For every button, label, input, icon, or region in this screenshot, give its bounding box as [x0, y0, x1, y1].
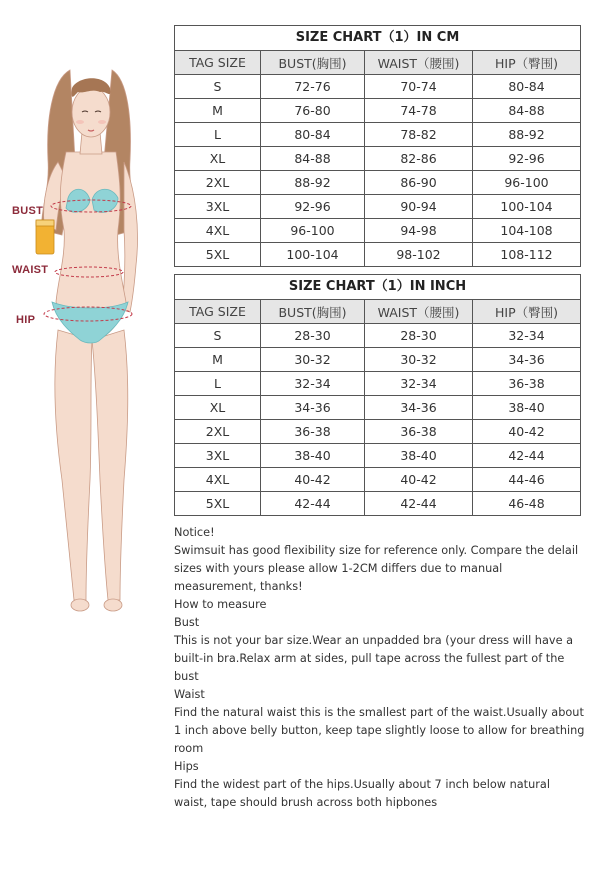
tag-size-cell: 5XL [175, 492, 261, 516]
waist-cell: 94-98 [365, 219, 473, 243]
tag-size-cell: S [175, 75, 261, 99]
hip-cell: 44-46 [473, 468, 581, 492]
bust-cell: 96-100 [261, 219, 365, 243]
hip-cell: 42-44 [473, 444, 581, 468]
tag-size-cell: XL [175, 147, 261, 171]
bust-cell: 36-38 [261, 420, 365, 444]
hip-cell: 32-34 [473, 324, 581, 348]
waist-heading: Waist [174, 688, 205, 701]
waist-cell: 30-32 [365, 348, 473, 372]
waist-cell: 40-42 [365, 468, 473, 492]
bust-instructions: This is not your bar size.Wear an unpadded bra (your dress will have a built-in bra.Relax arm at sides, pull tape across the fullest part of the bust [174, 634, 574, 683]
bust-cell: 34-36 [261, 396, 365, 420]
waist-instructions: Find the natural waist this is the smallest part of the waist.Usually about 1 inch above belly button, keep tape slightly loose to allow for breathing room [174, 706, 585, 755]
bust-heading: Bust [174, 616, 200, 629]
tag-size-cell: S [175, 324, 261, 348]
tag-size-cell: 3XL [175, 195, 261, 219]
waist-cell: 34-36 [365, 396, 473, 420]
column-header-waist: WAIST（腰围) [365, 51, 473, 75]
table-row [175, 219, 581, 243]
hip-cell: 84-88 [473, 99, 581, 123]
waist-cell: 90-94 [365, 195, 473, 219]
table-row [175, 396, 581, 420]
header-row [175, 51, 581, 75]
hip-cell: 104-108 [473, 219, 581, 243]
waist-cell: 28-30 [365, 324, 473, 348]
bust-cell: 76-80 [261, 99, 365, 123]
bust-cell: 30-32 [261, 348, 365, 372]
table-row [175, 420, 581, 444]
bust-cell: 42-44 [261, 492, 365, 516]
waist-cell: 42-44 [365, 492, 473, 516]
size-chart-cm-table [174, 25, 581, 267]
tag-size-cell: M [175, 348, 261, 372]
measurement-notes [174, 524, 586, 812]
table-row [175, 243, 581, 267]
column-header-bust: BUST(胸围) [261, 300, 365, 324]
bust-label: BUST [12, 205, 44, 217]
hip-cell: 34-36 [473, 348, 581, 372]
waist-label: WAIST [12, 264, 49, 276]
waist-cell: 70-74 [365, 75, 473, 99]
table-row [175, 123, 581, 147]
waist-cell: 32-34 [365, 372, 473, 396]
bust-cell: 32-34 [261, 372, 365, 396]
tag-size-cell: 4XL [175, 468, 261, 492]
hip-cell: 40-42 [473, 420, 581, 444]
tag-size-cell: L [175, 372, 261, 396]
bust-cell: 100-104 [261, 243, 365, 267]
tag-size-cell: L [175, 123, 261, 147]
notice-heading: Notice! [174, 526, 215, 539]
bust-cell: 72-76 [261, 75, 365, 99]
bust-cell: 38-40 [261, 444, 365, 468]
bust-cell: 84-88 [261, 147, 365, 171]
how-to-measure-heading: How to measure [174, 598, 267, 611]
hip-cell: 46-48 [473, 492, 581, 516]
waist-cell: 86-90 [365, 171, 473, 195]
table-row [175, 147, 581, 171]
table-row [175, 348, 581, 372]
waist-cell: 74-78 [365, 99, 473, 123]
bust-cell: 40-42 [261, 468, 365, 492]
waist-cell: 38-40 [365, 444, 473, 468]
column-header-hip: HIP（臀围) [473, 51, 581, 75]
flexibility-note: Swimsuit has good flexibility size for reference only. Compare the delail sizes with yours please allow 1-2CM differs due to manual measurement, thanks! [174, 544, 579, 593]
size-chart-cm-header [175, 51, 581, 75]
size-chart-inch-title: SIZE CHART（1）IN INCH [174, 274, 581, 299]
column-header-bust: BUST(胸围) [261, 51, 365, 75]
column-header-tag-size: TAG SIZE [175, 300, 261, 324]
hip-label: HIP [16, 314, 36, 326]
hip-cell: 38-40 [473, 396, 581, 420]
bust-cell: 80-84 [261, 123, 365, 147]
model-illustration [0, 40, 175, 640]
bust-cell: 92-96 [261, 195, 365, 219]
size-chart-inch-table [174, 274, 581, 516]
tag-size-cell: XL [175, 396, 261, 420]
waist-cell: 78-82 [365, 123, 473, 147]
bust-cell: 28-30 [261, 324, 365, 348]
hips-instructions: Find the widest part of the hips.Usually about 7 inch below natural waist, tape should brush across both hipbones [174, 778, 550, 809]
size-chart-cm-body [175, 75, 581, 267]
hip-cell: 96-100 [473, 171, 581, 195]
hip-cell: 88-92 [473, 123, 581, 147]
column-header-tag-size: TAG SIZE [175, 51, 261, 75]
table-row [175, 444, 581, 468]
tag-size-cell: 5XL [175, 243, 261, 267]
table-row [175, 372, 581, 396]
header-row [175, 300, 581, 324]
hip-cell: 36-38 [473, 372, 581, 396]
waist-cell: 98-102 [365, 243, 473, 267]
bust-cell: 88-92 [261, 171, 365, 195]
hips-heading: Hips [174, 760, 199, 773]
tag-size-cell: 3XL [175, 444, 261, 468]
table-row [175, 324, 581, 348]
size-chart-inch-header [175, 300, 581, 324]
hip-cell: 80-84 [473, 75, 581, 99]
table-row [175, 195, 581, 219]
waist-cell: 36-38 [365, 420, 473, 444]
size-chart-cm-title: SIZE CHART（1）IN CM [174, 25, 581, 50]
tag-size-cell: 2XL [175, 420, 261, 444]
size-chart-inch-body [175, 324, 581, 516]
column-header-waist: WAIST（腰围) [365, 300, 473, 324]
table-row [175, 75, 581, 99]
tag-size-cell: 2XL [175, 171, 261, 195]
tag-size-cell: 4XL [175, 219, 261, 243]
table-row [175, 99, 581, 123]
tag-size-cell: M [175, 99, 261, 123]
hip-cell: 92-96 [473, 147, 581, 171]
table-row [175, 468, 581, 492]
table-row [175, 171, 581, 195]
woman-figure-drawing [0, 40, 175, 640]
waist-cell: 82-86 [365, 147, 473, 171]
hip-cell: 108-112 [473, 243, 581, 267]
hip-cell: 100-104 [473, 195, 581, 219]
table-row [175, 492, 581, 516]
column-header-hip: HIP（臀围) [473, 300, 581, 324]
